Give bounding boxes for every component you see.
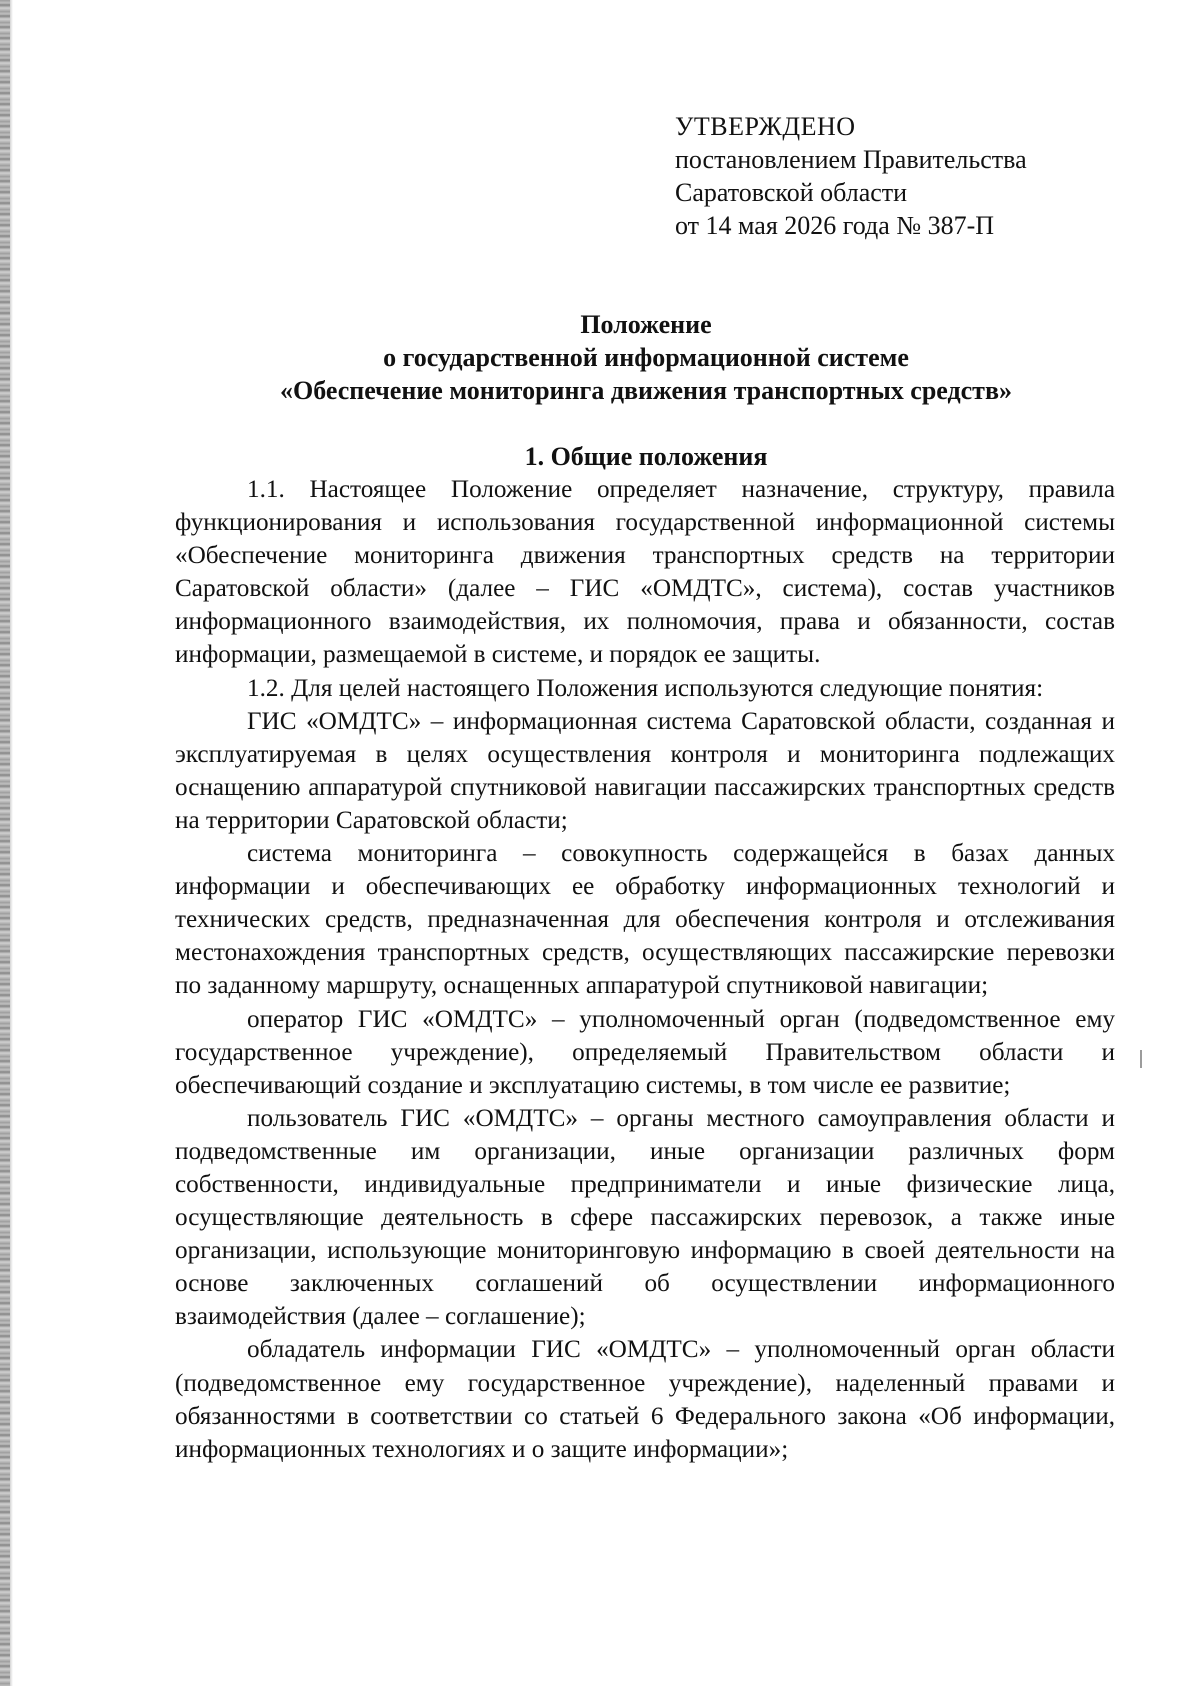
title-line: о государственной информационной системе bbox=[383, 343, 909, 372]
paragraph: ГИС «ОМДТС» – информационная система Саратовской области, созданная и эксплуатируемая в целях осуществления контроля и мониторинга подлежащих оснащению аппаратурой спутниковой навигации пассажирских транспортных средств на территории Саратовской области; bbox=[175, 707, 1115, 834]
approval-date-number: от 14 мая 2026 года № 387-П bbox=[675, 211, 995, 240]
paragraph: 1.2. Для целей настоящего Положения используются следующие понятия: bbox=[247, 674, 1044, 702]
title-line: «Обеспечение мониторинга движения транспортных средств» bbox=[279, 376, 1012, 405]
paragraph: система мониторинга – совокупность содержащейся в базах данных информации и обеспечивающих ее обработку информационных технологий и технических средств, предназначенная для обеспечения контроля и отслеживания местонахождения транспортных средств, осуществляющих пассажирские перевозки по заданному маршруту, оснащенных аппаратурой спутниковой навигации; bbox=[175, 840, 1115, 1000]
paragraph: оператор ГИС «ОМДТС» – уполномоченный орган (подведомственное ему государственное учреждение), определяемый Правительством области и обеспечивающий создание и эксплуатацию системы, в том числе ее развитие; bbox=[175, 1005, 1115, 1099]
approval-heading: УТВЕРЖДЕНО bbox=[675, 112, 856, 141]
approval-line: постановлением Правительства bbox=[675, 145, 1027, 174]
approval-line: Саратовской области bbox=[675, 178, 908, 207]
section-body bbox=[175, 473, 1115, 1466]
scan-edge-shadow bbox=[0, 0, 10, 1686]
paragraph: 1.1. Настоящее Положение определяет назначение, структуру, правила функционирования и использования государственной информационной системы «Обеспечение мониторинга движения транспортных средств на территории Саратовской области» (далее – ГИС «ОМДТС», система), состав участников информационного взаимодействия, их полномочия, права и обязанности, состав информации, размещаемой в системе, и порядок ее защиты. bbox=[175, 476, 1115, 669]
approval-block bbox=[675, 110, 1175, 242]
paragraph: пользователь ГИС «ОМДТС» – органы местного самоуправления области и подведомственные им организации, иные организации различных форм собственности, индивидуальные предприниматели и иные физические лица, осуществляющие деятельность в сфере пассажирских перевозок, а также иные организации, использующие мониторинговую информацию в своей деятельности на основе заключенных соглашений об осуществлении информационного взаимодействия (далее – соглашение); bbox=[175, 1104, 1115, 1331]
scan-edge-highlight bbox=[10, 0, 13, 1686]
section-heading: 1. Общие положения bbox=[524, 442, 768, 471]
document-title bbox=[175, 308, 1117, 407]
scan-artifact-mark bbox=[1140, 1050, 1142, 1068]
paragraph: обладатель информации ГИС «ОМДТС» – уполномоченный орган области (подведомственное ему государственное учреждение), наделенный правами и обязанностями в соответствии со статьей 6 Федерального закона «Об информации, информационных технологиях и о защите информации»; bbox=[175, 1336, 1115, 1463]
title-line: Положение bbox=[580, 310, 712, 339]
